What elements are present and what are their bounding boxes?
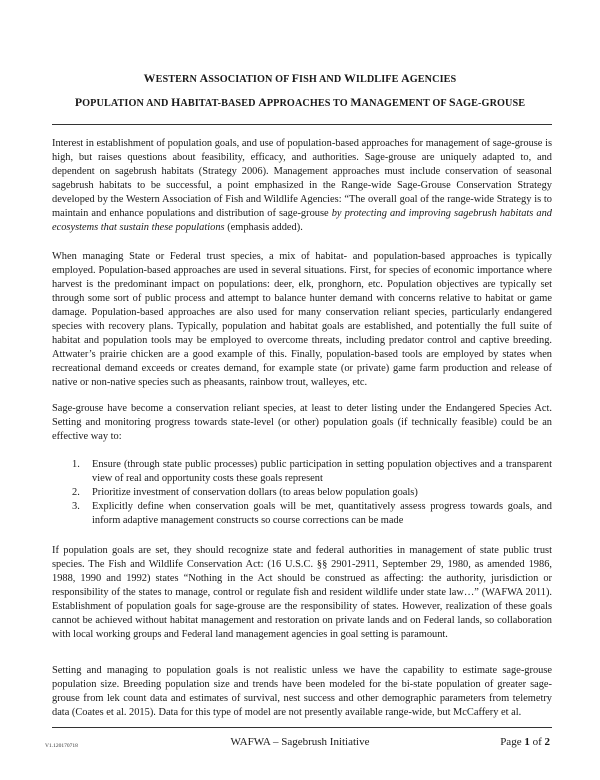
paragraph-conservation-reliant: Sage-grouse have become a conservation reliant species, at least to deter listing under the Endangered Species Act. Setting and monitoring progress towards state-level (or other) population goals (if technically feasible) could be an effective way to: bbox=[52, 403, 552, 442]
footer-divider bbox=[52, 727, 552, 728]
organization-title: WESTERN ASSOCIATION OF FISH AND WILDLIFE AGENCIES bbox=[143, 71, 457, 85]
list-item: 3. Explicitly define when conservation goals will be met, quantitatively assess progress towards goals, and inform adaptive management constructs so course corrections can be made bbox=[72, 501, 552, 526]
paragraph-intro: Interest in establishment of population goals, and use of population-based approaches for management of sage-grouse is high, but raises questions about feasibility, efficacy, and authorities. Sage-grouse are uniquely adapted to, and dependent on sagebrush habitats (Strategy 2006). Management approaches must include conservation of seasonal sagebrush habitats to be successful, a point emphasized in the Range-wide Sage-Grouse Conservation Strategy developed by the Western Association of Fish and Wildlife Agencies: “The overall goal of the range-wide Strategy is to maintain and enhance populations and distribution of sage-grouse by protecting and improving sagebrush habitats and ecosystems that sustain these populations (emphasis added). bbox=[52, 138, 553, 233]
paragraph-management: When managing State or Federal trust species, a mix of habitat- and population-based approaches is typically employed. Population-based approaches are used in several situations. First, for species of economic importance where harvest is the predominant impact on populations: deer, elk, pronghorn, etc. Population objectives are typically set through some sort of public process and attempt to balance hunter demand with concerns relative to habitat or game damage. Population-based approaches are also used for many conservation reliant species, particularly endangered species with recovery plans. Typically, population and habitat goals are established, and potentially the full suite of habitat and population tools may be employed to overcome threats, including predator control and captive breeding. Attwater’s prairie chicken are a good example of this. Finally, population-based tools are employed by states when recreational demand exceeds or creates demand, for example state (or private) game farm production and release of native or non-native species such as pheasants, rainbow trout, walleyes, etc. bbox=[52, 251, 552, 388]
footer-title: WAFWA – Sagebrush Initiative bbox=[230, 736, 370, 748]
header-divider bbox=[52, 124, 552, 125]
version-label: V1.120170718 bbox=[45, 743, 78, 749]
document-subtitle: POPULATION AND HABITAT-BASED APPROACHES TO MANAGEMENT OF SAGE-GROUSE bbox=[74, 95, 526, 109]
list-item: 1. Ensure (through state public processes) public participation in setting population objectives and a transparent view of real and opportunity costs these goals represent bbox=[72, 459, 552, 484]
goals-list bbox=[52, 458, 552, 528]
paragraph-authorities: If population goals are set, they should recognize state and federal authorities in management of state public trust species. The Fish and Wildlife Conservation Act: (16 U.S.C. §§ 2901-2911, September 29, 1980, as amended 1986, 1988, 1990 and 1992) states “Nothing in the Act should be construed as affecting: the authority, jurisdiction or responsibility of the states to manage, control or regulate fish and resident wildlife under state law…” (WAFWA 2011). Establishment of population goals for sage-grouse are the responsibility of states. However, realization of these goals cannot be achieved without habitat management and restoration on private lands and on Federal lands, so collaboration with local working groups and Federal land management agencies in goal setting is paramount. bbox=[52, 545, 552, 640]
list-item: 2. Prioritize investment of conservation dollars (to areas below population goals) bbox=[72, 487, 418, 498]
page-number: Page 1 of 2 bbox=[500, 736, 550, 748]
paragraph-estimation: Setting and managing to population goals is not realistic unless we have the capability to estimate sage-grouse population size. Breeding population size and trends have been modeled for the bi-state population of greater sage-grouse from lek count data and estimates of survival, nest success and other demographic parameters from telemetry data (Coates et al. 2015). Data for this type of model are not presently available range-wide, but McCaffery et al. bbox=[52, 665, 552, 718]
